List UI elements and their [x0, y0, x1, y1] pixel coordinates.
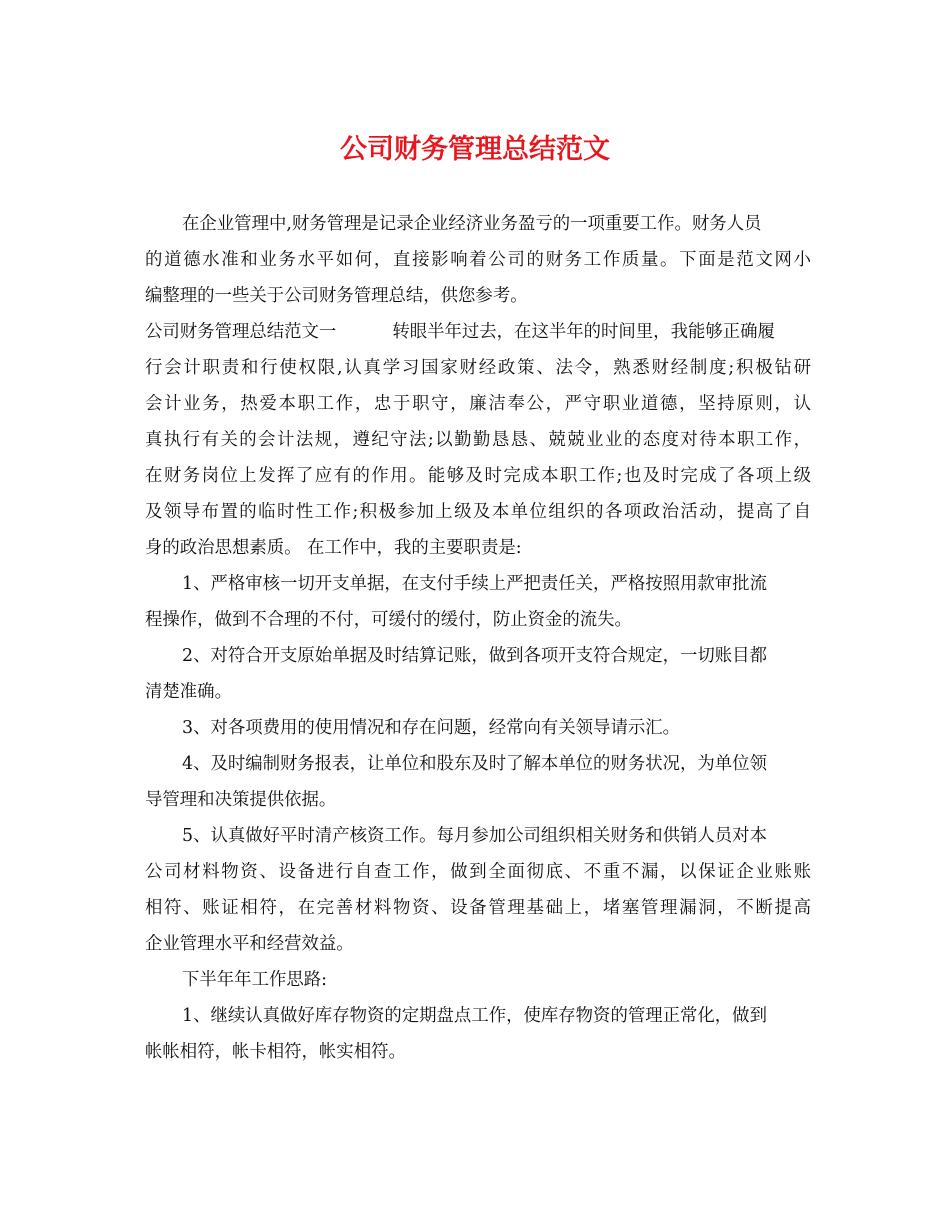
list-item-line: 4、及时编制财务报表，让单位和股东及时了解本单位的财务状况，为单位领 [182, 754, 767, 774]
paragraph-line: 的道德水准和业务水平如何，直接影响着公司的财务工作质量。下面是范文网小 [145, 250, 811, 270]
list-item-line: 1、严格审核一切开支单据，在支付手续上严把责任关，严格按照用款审批流 [182, 574, 767, 594]
paragraph-text: 转眼半年过去，在这半年的时间里，我能够正确履 [392, 322, 775, 342]
section-heading-line [145, 314, 811, 350]
paragraph-line: 编整理的一些关于公司财务管理总结，供您参考。 [145, 286, 528, 306]
list-item-line: 企业管理水平和经营效益。 [145, 934, 354, 954]
document-title: 公司财务管理总结范文 [340, 134, 610, 165]
subheading-line: 下半年年工作思路: [182, 970, 327, 990]
list-item-line: 5、认真做好平时清产核资工作。每月参加公司组织相关财务和供销人员对本 [182, 826, 767, 846]
list-item-line: 1、继续认真做好库存物资的定期盘点工作，使库存物资的管理正常化，做到 [182, 1006, 767, 1026]
section-heading: 公司财务管理总结范文一 [145, 322, 337, 342]
list-item-line: 导管理和决策提供依据。 [145, 790, 337, 810]
paragraph-line: 身的政治思想素质。 在工作中，我的主要职责是: [145, 538, 522, 558]
document-body [145, 206, 811, 1070]
list-item-line: 3、对各项费用的使用情况和存在问题，经常向有关领导请示汇。 [182, 718, 681, 738]
list-item-line: 2、对符合开支原始单据及时结算记账，做到各项开支符合规定，一切账目都 [182, 646, 767, 666]
list-item-line: 相符、账证相符，在完善材料物资、设备管理基础上，堵塞管理漏洞，不断提高 [145, 898, 811, 918]
list-item-line: 帐帐相符，帐卡相符，帐实相符。 [145, 1042, 406, 1062]
paragraph-line: 及领导布置的临时性工作;积极参加上级及本单位组织的各项政治活动，提高了自 [145, 502, 811, 522]
paragraph-line: 行会计职责和行使权限,认真学习国家财经政策、法令，熟悉财经制度;积极钻研 [145, 358, 811, 378]
list-item-line: 公司材料物资、设备进行自查工作，做到全面彻底、不重不漏，以保证企业账账 [145, 862, 811, 882]
paragraph-line: 真执行有关的会计法规，遵纪守法;以勤勤恳恳、兢兢业业的态度对待本职工作， [145, 430, 811, 450]
list-item-line: 程操作，做到不合理的不付，可缓付的缓付，防止资金的流失。 [145, 610, 632, 630]
paragraph-line: 在财务岗位上发挥了应有的作用。能够及时完成本职工作;也及时完成了各项上级 [145, 466, 811, 486]
paragraph-line: 会计业务，热爱本职工作，忠于职守，廉洁奉公，严守职业道德，坚持原则，认 [145, 394, 811, 414]
paragraph-line: 在企业管理中,财务管理是记录企业经济业务盈亏的一项重要工作。财务人员 [182, 214, 762, 234]
list-item-line: 清楚准确。 [145, 682, 232, 702]
